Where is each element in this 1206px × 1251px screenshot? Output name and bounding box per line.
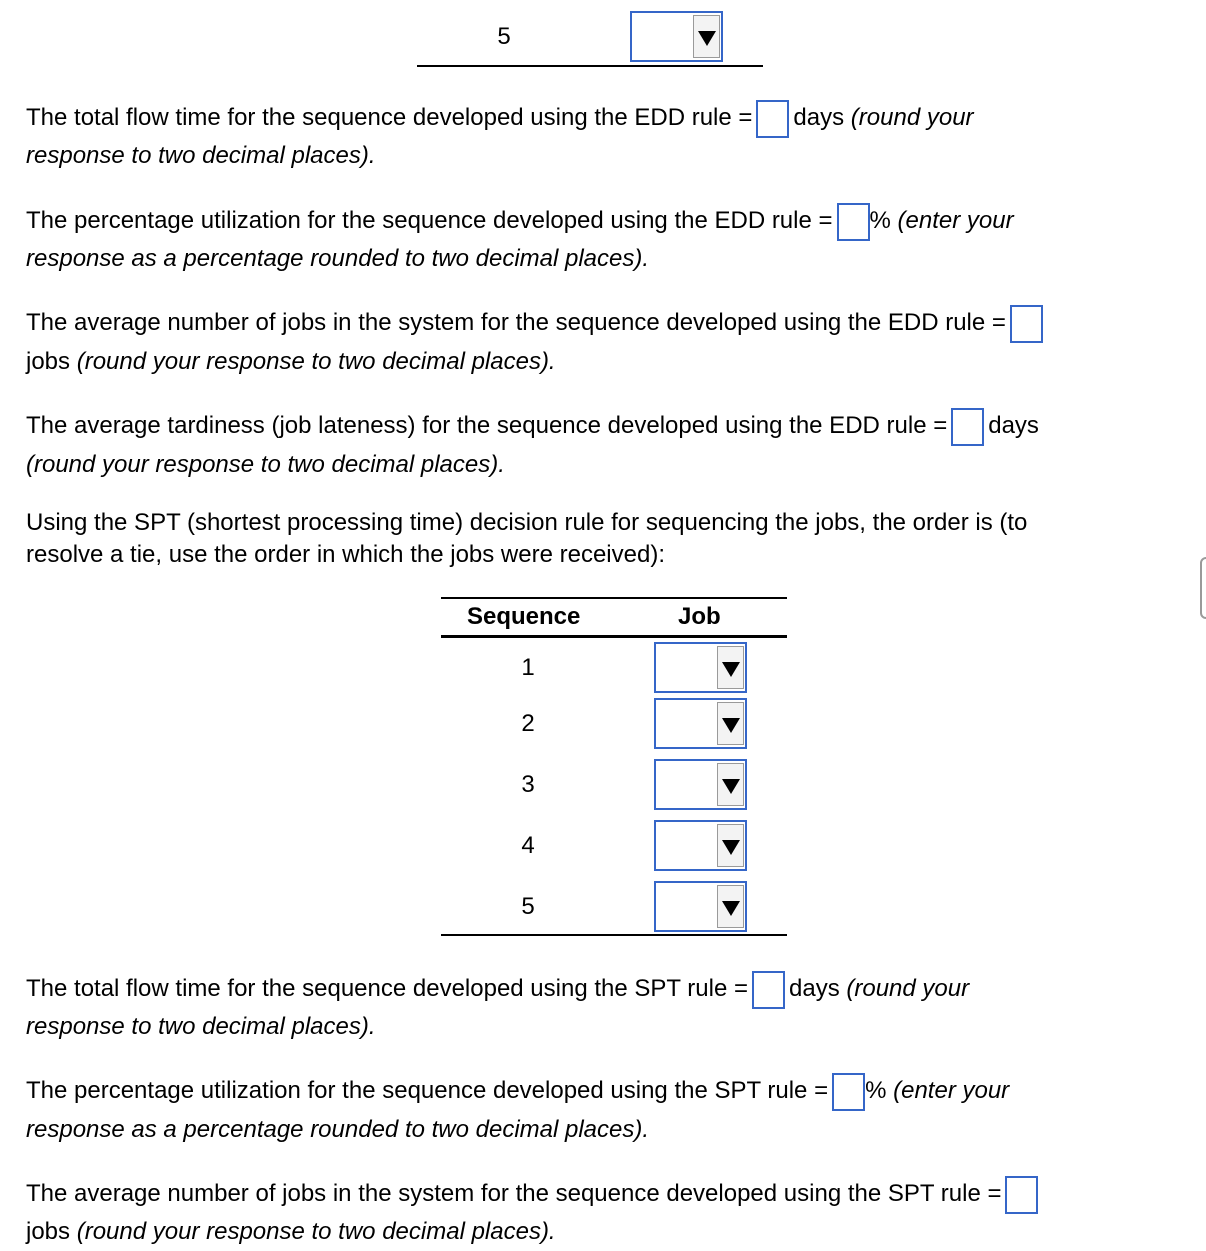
- edd-tardiness-input[interactable]: [951, 408, 984, 446]
- spt-flow-time-question: The total flow time for the sequence developed using the SPT rule = days (round your: [26, 970, 969, 1009]
- spt-job-4-select[interactable]: [654, 820, 747, 871]
- edd-flow-time-question: The total flow time for the sequence developed using the EDD rule = days (round your: [26, 99, 974, 138]
- spt-table-header-rule: [441, 635, 787, 638]
- dropdown-arrow-icon[interactable]: [717, 885, 744, 928]
- spt-table-top-rule: [441, 597, 787, 599]
- spt-avg-jobs-note: jobs (round your response to two decimal places).: [26, 1218, 556, 1245]
- spt-job-2-select[interactable]: [654, 698, 747, 749]
- edd-sequence-5: 5: [497, 23, 511, 50]
- spt-sequence-5: 5: [521, 893, 535, 920]
- spt-intro-line1: Using the SPT (shortest processing time) decision rule for sequencing the jobs, the order is (to: [26, 509, 1028, 536]
- edd-avg-jobs-note: jobs (round your response to two decimal places).: [26, 348, 556, 375]
- spt-header-sequence: Sequence: [467, 603, 581, 630]
- spt-avg-jobs-question: The average number of jobs in the system for the sequence developed using the SPT rule =: [26, 1175, 1042, 1214]
- spt-job-5-select[interactable]: [654, 881, 747, 932]
- spt-sequence-1: 1: [521, 654, 535, 681]
- spt-utilization-question: The percentage utilization for the sequence developed using the SPT rule = % (enter your: [26, 1072, 1009, 1111]
- spt-intro-line2: resolve a tie, use the order in which the jobs were received):: [26, 541, 665, 568]
- edd-tardiness-note: (round your response to two decimal places).: [26, 451, 505, 478]
- edd-avg-jobs-input[interactable]: [1010, 305, 1043, 343]
- edd-flow-time-note: response to two decimal places).: [26, 142, 376, 169]
- spt-sequence-4: 4: [521, 832, 535, 859]
- edd-flow-time-input[interactable]: [756, 100, 789, 138]
- edd-utilization-input[interactable]: [837, 203, 870, 241]
- spt-utilization-note: response as a percentage rounded to two decimal places).: [26, 1116, 650, 1143]
- edd-utilization-question: The percentage utilization for the sequence developed using the EDD rule = % (enter your: [26, 202, 1014, 241]
- spt-header-job: Job: [678, 603, 721, 630]
- spt-job-1-select[interactable]: [654, 642, 747, 693]
- spt-utilization-input[interactable]: [832, 1073, 865, 1111]
- edd-table-bottom-rule: [417, 65, 763, 67]
- dropdown-arrow-icon[interactable]: [717, 702, 744, 745]
- edd-tardiness-question: The average tardiness (job lateness) for the sequence developed using the EDD rule = days: [26, 407, 1039, 446]
- edd-utilization-note: response as a percentage rounded to two decimal places).: [26, 245, 650, 272]
- side-panel-tab[interactable]: [1200, 557, 1206, 619]
- spt-sequence-2: 2: [521, 710, 535, 737]
- spt-avg-jobs-input[interactable]: [1005, 1176, 1038, 1214]
- spt-flow-time-input[interactable]: [752, 971, 785, 1009]
- spt-flow-time-note: response to two decimal places).: [26, 1013, 376, 1040]
- edd-job-5-select[interactable]: [630, 11, 723, 62]
- dropdown-arrow-icon[interactable]: [693, 15, 720, 58]
- spt-sequence-3: 3: [521, 771, 535, 798]
- dropdown-arrow-icon[interactable]: [717, 763, 744, 806]
- dropdown-arrow-icon[interactable]: [717, 824, 744, 867]
- spt-table-bottom-rule: [441, 934, 787, 936]
- spt-job-3-select[interactable]: [654, 759, 747, 810]
- edd-avg-jobs-question: The average number of jobs in the system for the sequence developed using the EDD rule =: [26, 304, 1047, 343]
- dropdown-arrow-icon[interactable]: [717, 646, 744, 689]
